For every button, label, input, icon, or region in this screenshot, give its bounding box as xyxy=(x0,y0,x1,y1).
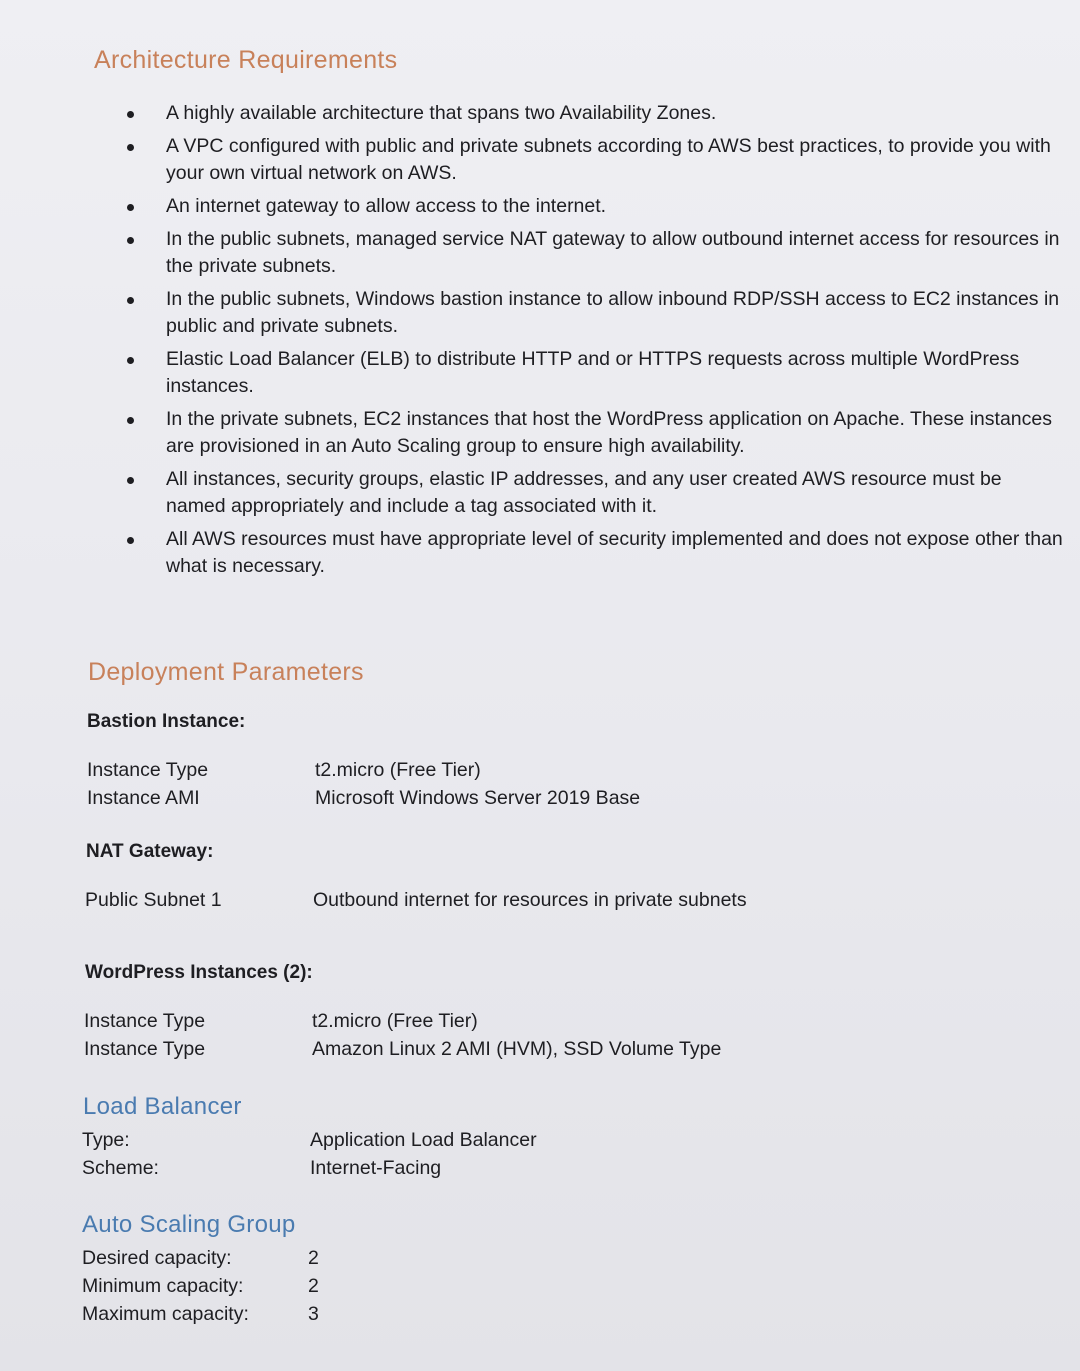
parameter-label: Scheme: xyxy=(82,1157,159,1179)
parameter-value: 2 xyxy=(308,1247,319,1269)
nat-gateway-parameters xyxy=(85,886,985,914)
architecture-requirements-list xyxy=(120,100,1065,586)
auto-scaling-parameters xyxy=(82,1244,682,1328)
parameter-row xyxy=(82,1272,682,1300)
parameter-label: Instance AMI xyxy=(87,787,200,809)
list-item: In the public subnets, Windows bastion instance to allow inbound RDP/SSH access to EC2 instances in public and private subnets. xyxy=(120,286,1065,340)
wordpress-parameters xyxy=(84,1007,984,1063)
bastion-parameters xyxy=(87,756,987,812)
parameter-label: Maximum capacity: xyxy=(82,1303,249,1325)
parameter-value: Application Load Balancer xyxy=(310,1129,537,1151)
parameter-row xyxy=(85,886,985,914)
load-balancer-parameters xyxy=(82,1126,982,1182)
parameter-row xyxy=(82,1154,982,1182)
parameter-value: Internet-Facing xyxy=(310,1157,442,1179)
parameter-row xyxy=(84,1035,984,1063)
deployment-parameters-heading: Deployment Parameters xyxy=(88,658,364,686)
parameter-value: Outbound internet for resources in private subnets xyxy=(313,889,747,911)
list-item: In the private subnets, EC2 instances that host the WordPress application on Apache. These instances are provisioned in an Auto Scaling group to ensure high availability. xyxy=(120,406,1065,460)
parameter-value: 3 xyxy=(308,1303,319,1325)
list-item: All AWS resources must have appropriate level of security implemented and does not expose other than what is necessary. xyxy=(120,526,1065,580)
parameter-label: Minimum capacity: xyxy=(82,1275,244,1297)
parameter-value: t2.micro (Free Tier) xyxy=(312,1010,478,1032)
parameter-row xyxy=(87,784,987,812)
bastion-instance-heading: Bastion Instance: xyxy=(87,711,246,732)
parameter-label: Instance Type xyxy=(87,759,209,781)
parameter-row xyxy=(82,1126,982,1154)
list-item: Elastic Load Balancer (ELB) to distribute HTTP and or HTTPS requests across multiple WordPress instances. xyxy=(120,346,1065,400)
wordpress-instances-heading: WordPress Instances (2): xyxy=(85,962,313,983)
list-item: A highly available architecture that spans two Availability Zones. xyxy=(120,100,1065,127)
parameter-label: Instance Type xyxy=(84,1010,206,1032)
load-balancer-heading: Load Balancer xyxy=(83,1093,242,1120)
auto-scaling-group-heading: Auto Scaling Group xyxy=(82,1211,296,1238)
parameter-value: Amazon Linux 2 AMI (HVM), SSD Volume Type xyxy=(312,1038,722,1060)
list-item: An internet gateway to allow access to the internet. xyxy=(120,193,1065,220)
parameter-label: Desired capacity: xyxy=(82,1247,232,1269)
list-item: All instances, security groups, elastic IP addresses, and any user created AWS resource must be named appropriately and include a tag associated with it. xyxy=(120,466,1065,520)
parameter-label: Instance Type xyxy=(84,1038,206,1060)
nat-gateway-heading: NAT Gateway: xyxy=(86,841,214,862)
parameter-row xyxy=(82,1244,682,1272)
architecture-requirements-heading: Architecture Requirements xyxy=(94,46,398,74)
parameter-row xyxy=(84,1007,984,1035)
parameter-value: Microsoft Windows Server 2019 Base xyxy=(315,787,641,809)
list-item: In the public subnets, managed service NAT gateway to allow outbound internet access for resources in the private subnets. xyxy=(120,226,1065,280)
parameter-label: Public Subnet 1 xyxy=(85,889,222,911)
list-item: A VPC configured with public and private subnets according to AWS best practices, to provide you with your own virtual network on AWS. xyxy=(120,133,1065,187)
parameter-label: Type: xyxy=(82,1129,130,1151)
parameter-value: t2.micro (Free Tier) xyxy=(315,759,481,781)
parameter-row xyxy=(82,1300,682,1328)
parameter-row xyxy=(87,756,987,784)
parameter-value: 2 xyxy=(308,1275,319,1297)
